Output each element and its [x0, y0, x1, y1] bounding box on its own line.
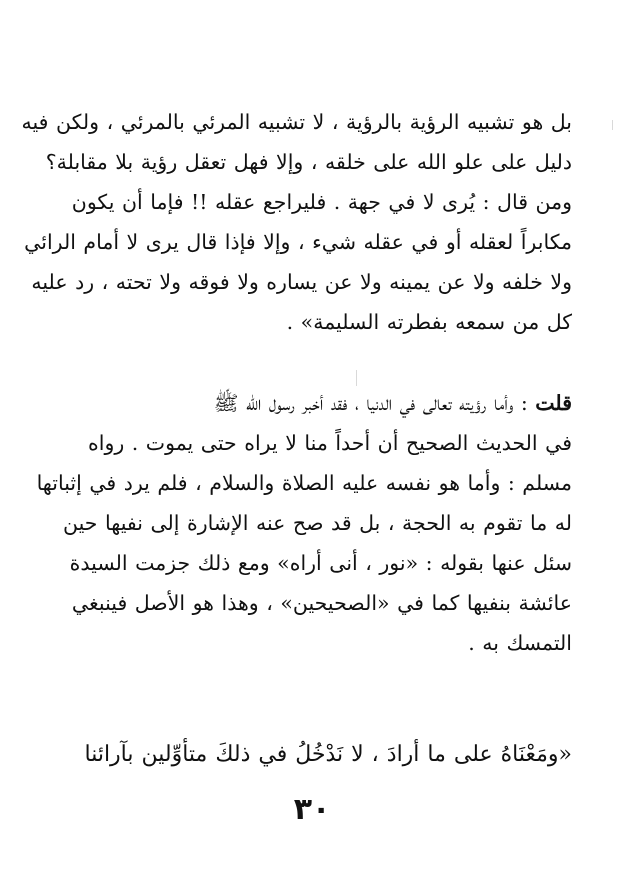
page-number: ٣٠: [293, 792, 331, 827]
text-line: عائشة بنفيها كما في «الصحيحين» ، وهذا هو الأصل فينبغي: [71, 591, 572, 615]
paragraph-quote-start: [34, 735, 572, 775]
text-line: «ومَعْنَاهُ على ما أرادَ ، لا نَدْخُلُ في ذلكَ متأوِّلين بآرائنا: [84, 742, 572, 767]
text-line: التمسك به .: [468, 631, 572, 655]
text-line: له ما تقوم به الحجة ، بل قد صح عنه الإشارة إلى نفيها حين: [63, 511, 572, 535]
text-line: بل هو تشبيه الرؤية بالرؤية ، لا تشبيه المرئي بالمرئي ، ولكن فيه: [21, 110, 572, 134]
text-line-first: [34, 383, 572, 423]
text-line: كل من سمعه بفطرته السليمة» .: [286, 310, 572, 334]
text-line-rest: : وأما رؤيته تعالى في الدنيا ، فقد أخبر رسول الله ﷺ: [213, 391, 528, 415]
text-line: مسلم : وأما هو نفسه عليه الصلاة والسلام ، فلم يرد في إثباتها: [36, 471, 572, 495]
text-line: مكابراً لعقله أو في عقله شيء ، وإلا فإذا قال يرى لا أمام الرائي: [24, 230, 572, 254]
qultu-label: قلت: [535, 391, 572, 415]
text-line: ولا خلفه ولا عن يمينه ولا عن يساره ولا فوقه ولا تحته ، رد عليه: [31, 270, 572, 294]
paragraph-commentary: [34, 383, 572, 663]
text-line: سئل عنها بقوله : «نور ، أنى أراه» ومع ذلك جزمت السيدة: [69, 551, 572, 575]
text-line: في الحديث الصحيح أن أحداً منا لا يراه حتى يموت . رواه: [88, 431, 572, 455]
text-line: دليل على علو الله على خلقه ، وإلا فهل تعقل رؤية بلا مقابلة؟: [45, 150, 572, 174]
scan-artifact: [612, 120, 613, 130]
text-line: ومن قال : يُرى لا في جهة . فليراجع عقله !! فإما أن يكون: [71, 190, 572, 214]
scan-artifact: [356, 370, 357, 386]
paragraph-quote-continuation: [21, 102, 572, 342]
